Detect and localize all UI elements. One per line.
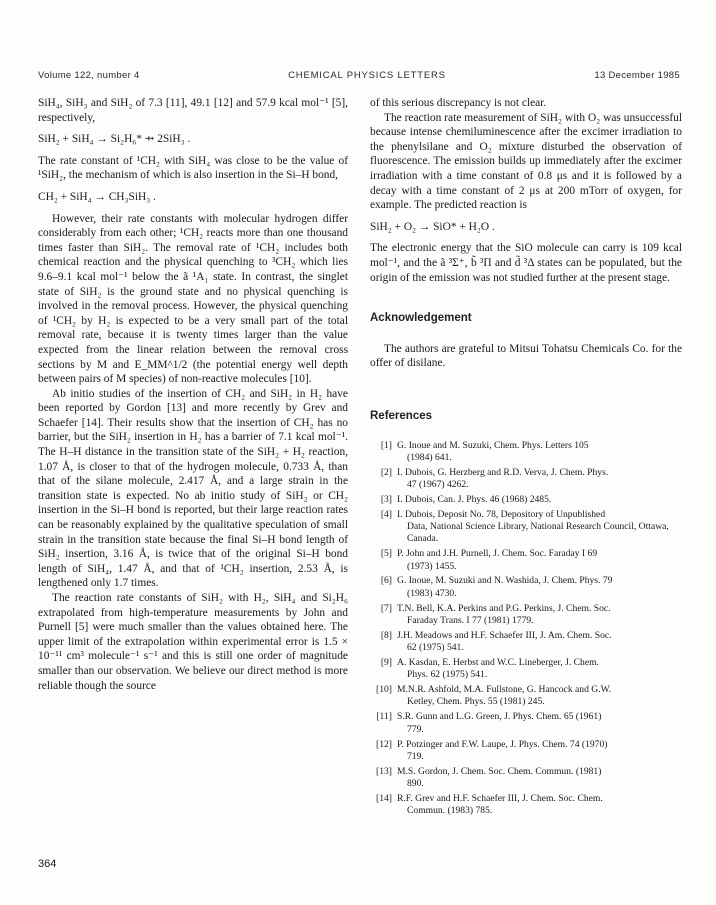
reference-number: [10] <box>376 684 392 696</box>
reference-item <box>370 548 682 573</box>
reference-text <box>397 548 682 573</box>
reference-number: [11] <box>376 711 392 723</box>
reference-number: [2] <box>380 466 392 478</box>
reference-number: [6] <box>380 575 392 587</box>
reference-line: G. Inoue, M. Suzuki and N. Washida, J. Chem. Phys. 79 <box>397 575 613 587</box>
reference-item <box>370 467 682 492</box>
reference-text <box>397 494 682 506</box>
reference-number: [8] <box>380 629 392 641</box>
reference-continuation: 719. <box>407 750 424 762</box>
reference-continuation: (1973) 1455. <box>407 560 457 572</box>
paragraph: The rate constant of ¹CH₂ with SiH₄ was close to be the value of ¹SiH₂, the mechanism of which is also insertion in the Si–H bond, <box>38 154 348 182</box>
reference-line: P. Potzinger and F.W. Laupe, J. Phys. Chem. 74 (1970) <box>397 738 608 750</box>
paragraph: The reaction rate measurement of SiH₂ with O₂ was unsuccessful because intense chemiluminescence after the excimer irradiation to the phenylsilane and O₂ mixture disturbed the observation of fluorescence. The emission builds up immediately after the excimer irradiation with a time constant of 0.8 μs and it is followed by a decay with a time constant of 2 μs at 200 mTorr of oxygen, for example. The predicted reaction is <box>370 111 682 212</box>
reference-list <box>370 440 682 818</box>
reference-line: P. John and J.H. Purnell, J. Chem. Soc. Faraday I 69 <box>397 548 598 560</box>
reference-number: [7] <box>380 602 392 614</box>
acknowledgement-text: The authors are grateful to Mitsui Tohatsu Chemicals Co. for the offer of disilane. <box>370 342 682 370</box>
issue-date: 13 December 1985 <box>594 70 680 81</box>
equation: SiH₂ + SiH₄ → Si₂H₆* ⇸ 2SiH₃ . <box>38 133 191 146</box>
left-column <box>38 96 348 693</box>
volume-label: Volume 122, number 4 <box>38 70 140 81</box>
reference-item <box>370 657 682 682</box>
reference-number: [3] <box>380 493 392 505</box>
references-heading: References <box>370 409 433 422</box>
reference-text <box>397 467 682 492</box>
paragraph: of this serious discrepancy is not clear. <box>370 97 547 109</box>
reference-text <box>397 684 682 709</box>
reference-item <box>370 630 682 655</box>
reference-text <box>397 603 682 628</box>
reference-item <box>370 603 682 628</box>
reference-item <box>370 440 682 465</box>
reference-text <box>397 711 682 736</box>
reference-line: M.S. Gordon, J. Chem. Soc. Chem. Commun. (1981) <box>397 765 602 777</box>
reference-line: G. Inoue and M. Suzuki, Chem. Phys. Letters 105 <box>397 439 589 451</box>
reference-line: S.R. Gunn and L.G. Green, J. Phys. Chem. 65 (1961) <box>397 711 602 723</box>
reference-number: [4] <box>380 508 392 520</box>
reference-continuation: Ketley, Chem. Phys. 55 (1981) 245. <box>407 696 545 708</box>
reference-number: [5] <box>380 548 392 560</box>
equation: SiH₂ + O₂ → SiO* + H₂O . <box>370 220 495 233</box>
reference-continuation: Data, National Science Library, National Research Council, Ottawa, Canada. <box>407 521 669 545</box>
reference-continuation: Faraday Trans. I 77 (1981) 1779. <box>407 614 534 626</box>
reference-item <box>370 575 682 600</box>
journal-name: CHEMICAL PHYSICS LETTERS <box>288 70 446 81</box>
reference-continuation: Phys. 62 (1975) 541. <box>407 669 488 681</box>
acknowledgement-heading: Acknowledgement <box>370 312 472 325</box>
reference-number: [14] <box>376 792 392 804</box>
reference-item <box>370 494 682 506</box>
reference-item <box>370 684 682 709</box>
reference-line: I. Dubois, Can. J. Phys. 46 (1968) 2485. <box>397 493 552 505</box>
reference-continuation: (1983) 4730. <box>407 587 457 599</box>
reference-continuation: Commun. (1983) 785. <box>407 805 493 817</box>
reference-text <box>397 657 682 682</box>
paragraph: SiH₄, SiH₃ and SiH₂ of 7.3 [11], 49.1 [12] and 57.9 kcal mol⁻¹ [5], respectively, <box>38 97 348 124</box>
reference-text <box>397 509 682 546</box>
reference-number: [13] <box>376 765 392 777</box>
reference-line: T.N. Bell, K.A. Perkins and P.G. Perkins, J. Chem. Soc. <box>397 602 611 614</box>
reference-item <box>370 793 682 818</box>
running-header <box>38 70 680 81</box>
reference-line: M.N.R. Ashfold, M.A. Fullstone, G. Hancock and G.W. <box>397 684 612 696</box>
equation: CH₂ + SiH₄ → CH₃SiH₃ . <box>38 190 156 203</box>
reference-line: J.H. Meadows and H.F. Schaefer III, J. Am. Chem. Soc. <box>397 629 612 641</box>
reference-line: I. Dubois, G. Herzberg and R.D. Verva, J. Chem. Phys. <box>397 466 609 478</box>
reference-number: [1] <box>380 439 392 451</box>
paragraph: The electronic energy that the SiO molecule can carry is 109 kcal mol⁻¹, and the ã ³Σ⁺, b̃ ³Π and d̃ ³Δ states can be populated, but the origin of the emission was not studied further at the present stage. <box>370 242 682 284</box>
paragraph: However, their rate constants with molecular hydrogen differ considerably from each other; ¹CH₂ reacts more than one thousand times faster than SiH₂. The removal rate of ¹CH₂ includes both chemical reaction and the physical quenching to ³CH₂ which lies 9.6–9.1 kcal mol⁻¹ below the ã ¹A₁ state. In contrast, the singlet state of SiH₂ is the ground state and no physical quenching is involved in the removal process. However, the physical quenching of ¹CH₂ by H₂ is expected to be a very small part of the total removal rate, because it is twenty times larger than the value expected from the linear relation between the removal cross sections by M and E_MM^1/2 (the potential energy well depth between pairs of M species) of non-reactive molecules [10]. <box>38 212 348 386</box>
paragraph: The reaction rate constants of SiH₂ with H₂, SiH₄ and Si₂H₆ extrapolated from high-temperature measurements by John and Purnell [5] were much smaller than the values obtained here. The upper limit of the extrapolation within experimental error is 1.5 × 10⁻¹¹ cm³ molecule⁻¹ s⁻¹ and this is still one order of magnitude smaller than our observation. We believe our direct method is more reliable though the source <box>38 592 348 692</box>
reference-line: R.F. Grev and H.F. Schaefer III, J. Chem. Soc. Chem. <box>397 792 603 804</box>
reference-item <box>370 509 682 546</box>
reference-continuation: 47 (1967) 4262. <box>407 478 469 490</box>
reference-continuation: (1984) 641. <box>407 451 452 463</box>
reference-number: [9] <box>380 657 392 668</box>
reference-item <box>370 739 682 764</box>
paragraph: Ab initio studies of the insertion of CH₂ and SiH₂ in H₂ have been reported by Gordon [13] and more recently by Grev and Schaefer [14]. Their results show that the insertion of CH₂ has no barrier, but the SiH₂ insertion in H₂ has a barrier of 7.1 kcal mol⁻¹. The H–H distance in the transition state of the SiH₂ + H₂ reaction, 1.07 Å, is closer to that of the hydrogen molecule, 0.733 Å, than that of the silane molecule, 2.417 Å, and a large strain in the transition state is expected. No ab initio study of SiH₂ or CH₂ insertion in the Si–H bond is reported, but their large reaction rates can be reasonably explained by the qualitative speculation of small strain in the transition state because the final Si–H bond length of SiH₂ insertion, 3.16 Å, is twice that of the original Si–H bond length of SiH₄, 1.47 Å, and that of ¹CH₂ insertion, 2.53 Å, is lengthened only 1.7 times. <box>38 387 348 590</box>
reference-text <box>397 793 682 818</box>
reference-text <box>397 575 682 600</box>
reference-continuation: 890. <box>407 778 424 790</box>
reference-text <box>397 766 682 791</box>
reference-text <box>397 440 682 465</box>
reference-item <box>370 766 682 791</box>
reference-text <box>397 630 682 655</box>
reference-continuation: 62 (1975) 541. <box>407 642 464 654</box>
reference-continuation: 779. <box>407 723 424 735</box>
right-column <box>370 96 682 820</box>
page-number: 364 <box>38 858 57 870</box>
reference-item <box>370 711 682 736</box>
reference-line: A. Kasdan, E. Herbst and W.C. Lineberger, J. Chem. <box>397 657 599 668</box>
reference-number: [12] <box>376 738 392 750</box>
reference-line: I. Dubois, Deposit No. 78, Depository of Unpublished <box>397 508 606 520</box>
reference-text <box>397 739 682 764</box>
